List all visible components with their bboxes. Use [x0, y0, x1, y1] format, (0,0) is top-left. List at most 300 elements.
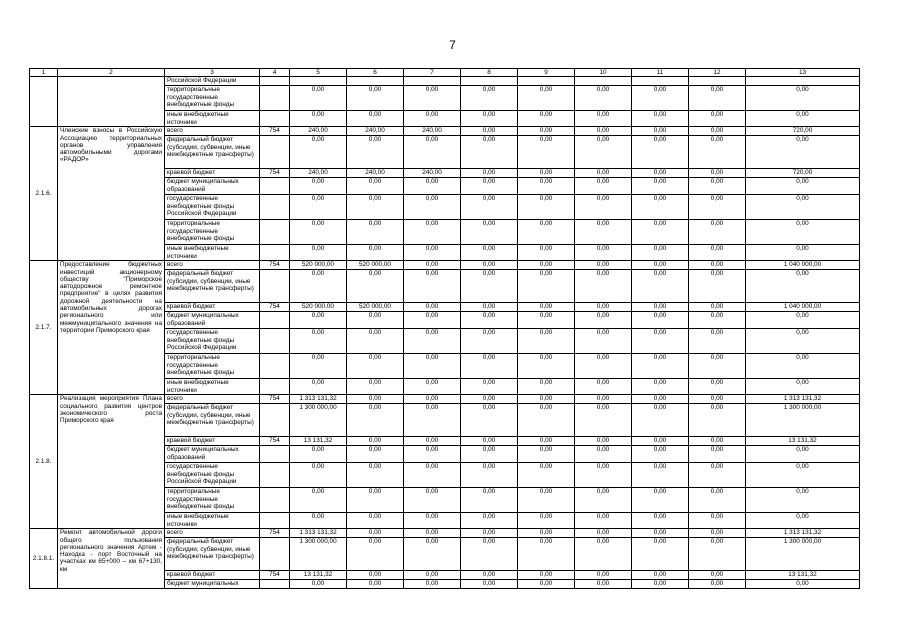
value-cell — [746, 77, 860, 86]
value-cell: 0,00 — [575, 127, 632, 136]
value-cell: 0,00 — [347, 463, 404, 488]
source-cell: федеральный бюджет (субсидии, субвенции, иные межбюджетные трансферты) — [165, 538, 260, 571]
value-cell: 0,00 — [575, 329, 632, 354]
value-cell: 0,00 — [689, 136, 746, 169]
value-cell: 0,00 — [689, 195, 746, 220]
value-cell: 0,00 — [518, 127, 575, 136]
value-cell: 0,00 — [632, 270, 689, 303]
code-cell: 754 — [260, 303, 290, 312]
value-cell: 0,00 — [632, 195, 689, 220]
value-cell: 0,00 — [746, 178, 860, 195]
value-cell: 0,00 — [746, 379, 860, 395]
code-cell — [260, 379, 290, 395]
value-cell: 0,00 — [404, 580, 461, 589]
value-cell: 0,00 — [518, 220, 575, 245]
value-cell: 0,00 — [518, 245, 575, 261]
source-cell: государственные внебюджетные фонды Российской Федерации — [165, 195, 260, 220]
value-cell: 0,00 — [746, 312, 860, 329]
source-cell: территориальные государственные внебюджетные фонды — [165, 488, 260, 513]
source-cell: федеральный бюджет (субсидии, субвенции, иные межбюджетные трансферты) — [165, 136, 260, 169]
value-cell: 0,00 — [746, 245, 860, 261]
section-description: Ремонт автомобильной дороги общего пользования регионального значения Артем - Находка - порт Восточный на участках км 65+000 – км 67+130, км — [58, 529, 165, 589]
value-cell: 0,00 — [461, 169, 518, 178]
value-cell: 0,00 — [575, 220, 632, 245]
value-cell: 1 313 131,32 — [290, 395, 347, 404]
source-cell: иные внебюджетные источники — [165, 379, 260, 395]
value-cell: 0,00 — [632, 437, 689, 446]
value-cell: 0,00 — [575, 404, 632, 437]
value-cell: 0,00 — [461, 446, 518, 463]
value-cell: 0,00 — [632, 136, 689, 169]
budget-table — [29, 68, 860, 589]
value-cell: 0,00 — [347, 220, 404, 245]
value-cell: 0,00 — [518, 571, 575, 580]
value-cell — [575, 77, 632, 86]
code-cell — [260, 220, 290, 245]
value-cell: 0,00 — [632, 404, 689, 437]
value-cell: 0,00 — [689, 245, 746, 261]
value-cell: 0,00 — [404, 86, 461, 111]
value-cell: 0,00 — [347, 86, 404, 111]
value-cell: 0,00 — [632, 220, 689, 245]
value-cell: 0,00 — [347, 488, 404, 513]
value-cell: 0,00 — [518, 437, 575, 446]
value-cell — [632, 77, 689, 86]
value-cell: 520 000,00 — [347, 261, 404, 270]
value-cell: 0,00 — [518, 538, 575, 571]
value-cell: 0,00 — [404, 261, 461, 270]
value-cell: 0,00 — [404, 354, 461, 379]
value-cell: 0,00 — [347, 379, 404, 395]
value-cell: 0,00 — [518, 195, 575, 220]
value-cell: 1 313 131,32 — [746, 395, 860, 404]
code-cell: 754 — [260, 529, 290, 538]
value-cell: 0,00 — [461, 379, 518, 395]
value-cell: 0,00 — [689, 127, 746, 136]
value-cell: 0,00 — [290, 136, 347, 169]
value-cell: 0,00 — [746, 270, 860, 303]
value-cell: 0,00 — [632, 463, 689, 488]
value-cell: 13 131,32 — [746, 437, 860, 446]
value-cell: 0,00 — [689, 303, 746, 312]
value-cell: 0,00 — [632, 303, 689, 312]
value-cell: 0,00 — [290, 446, 347, 463]
value-cell: 0,00 — [575, 437, 632, 446]
value-cell: 0,00 — [575, 463, 632, 488]
value-cell: 0,00 — [290, 86, 347, 111]
code-cell — [260, 354, 290, 379]
value-cell: 0,00 — [518, 529, 575, 538]
value-cell: 0,00 — [404, 303, 461, 312]
value-cell: 0,00 — [575, 529, 632, 538]
value-cell: 0,00 — [689, 529, 746, 538]
value-cell: 1 040 000,00 — [746, 303, 860, 312]
value-cell: 0,00 — [347, 580, 404, 589]
value-cell: 0,00 — [404, 270, 461, 303]
value-cell: 0,00 — [518, 354, 575, 379]
value-cell: 0,00 — [746, 195, 860, 220]
value-cell: 0,00 — [461, 127, 518, 136]
source-cell: бюджет муниципальных образований — [165, 446, 260, 463]
value-cell: 0,00 — [290, 195, 347, 220]
header-cell: 10 — [575, 69, 632, 77]
value-cell: 0,00 — [347, 446, 404, 463]
header-cell: 11 — [632, 69, 689, 77]
value-cell — [461, 77, 518, 86]
value-cell: 0,00 — [461, 354, 518, 379]
value-cell: 0,00 — [290, 111, 347, 127]
value-cell: 0,00 — [404, 312, 461, 329]
code-cell — [260, 245, 290, 261]
value-cell — [290, 77, 347, 86]
source-cell: иные внебюджетные источники — [165, 513, 260, 529]
source-cell: всего — [165, 529, 260, 538]
value-cell: 0,00 — [632, 395, 689, 404]
value-cell: 0,00 — [404, 529, 461, 538]
value-cell: 720,00 — [746, 127, 860, 136]
value-cell: 0,00 — [518, 513, 575, 529]
value-cell: 0,00 — [689, 437, 746, 446]
value-cell: 0,00 — [404, 404, 461, 437]
value-cell: 0,00 — [290, 379, 347, 395]
header-cell: 7 — [404, 69, 461, 77]
value-cell: 0,00 — [575, 312, 632, 329]
value-cell: 0,00 — [632, 538, 689, 571]
value-cell: 0,00 — [461, 529, 518, 538]
value-cell: 0,00 — [347, 404, 404, 437]
value-cell: 0,00 — [746, 354, 860, 379]
source-cell: Российской Федерации — [165, 77, 260, 86]
table-row — [30, 127, 860, 136]
value-cell: 0,00 — [461, 261, 518, 270]
value-cell: 0,00 — [575, 195, 632, 220]
section-desc-cell — [58, 77, 165, 127]
value-cell: 0,00 — [347, 354, 404, 379]
value-cell: 0,00 — [461, 136, 518, 169]
source-cell: бюджет муниципальных образований — [165, 312, 260, 329]
value-cell: 0,00 — [575, 86, 632, 111]
value-cell: 0,00 — [689, 220, 746, 245]
source-cell: краевой бюджет — [165, 437, 260, 446]
source-cell: иные внебюджетные источники — [165, 111, 260, 127]
value-cell: 0,00 — [290, 463, 347, 488]
value-cell: 0,00 — [518, 270, 575, 303]
value-cell: 0,00 — [518, 395, 575, 404]
source-cell: государственные внебюджетные фонды Российской Федерации — [165, 329, 260, 354]
value-cell: 0,00 — [689, 463, 746, 488]
value-cell: 0,00 — [404, 488, 461, 513]
value-cell: 0,00 — [518, 111, 575, 127]
value-cell: 0,00 — [689, 395, 746, 404]
value-cell: 0,00 — [575, 395, 632, 404]
value-cell: 1 300 000,00 — [290, 404, 347, 437]
value-cell: 0,00 — [347, 245, 404, 261]
value-cell: 0,00 — [575, 513, 632, 529]
value-cell — [347, 77, 404, 86]
value-cell: 0,00 — [461, 538, 518, 571]
value-cell: 0,00 — [404, 538, 461, 571]
source-cell: государственные внебюджетные фонды Российской Федерации — [165, 463, 260, 488]
value-cell: 0,00 — [689, 404, 746, 437]
value-cell: 0,00 — [746, 513, 860, 529]
source-cell: краевой бюджет — [165, 303, 260, 312]
value-cell: 0,00 — [689, 329, 746, 354]
value-cell: 0,00 — [518, 261, 575, 270]
source-cell: иные внебюджетные источники — [165, 245, 260, 261]
value-cell: 0,00 — [746, 463, 860, 488]
value-cell: 0,00 — [518, 303, 575, 312]
value-cell: 0,00 — [404, 136, 461, 169]
value-cell: 0,00 — [461, 303, 518, 312]
value-cell: 0,00 — [290, 220, 347, 245]
code-cell — [260, 580, 290, 589]
section-description: Членские взносы в Российскую Ассоциацию территориальных органов управления автомобильными дорогами «РАДОР» — [58, 127, 165, 261]
value-cell: 0,00 — [746, 488, 860, 513]
header-row — [30, 69, 860, 77]
value-cell: 0,00 — [290, 354, 347, 379]
value-cell: 0,00 — [689, 178, 746, 195]
value-cell: 0,00 — [746, 580, 860, 589]
code-cell — [260, 195, 290, 220]
source-cell: территориальные государственные внебюджетные фонды — [165, 220, 260, 245]
section-number: 2.1.8. — [30, 395, 58, 529]
value-cell: 240,00 — [290, 169, 347, 178]
code-cell — [260, 513, 290, 529]
source-cell: бюджет муниципальных — [165, 580, 260, 589]
value-cell: 0,00 — [461, 312, 518, 329]
value-cell: 13 131,32 — [290, 437, 347, 446]
source-cell: всего — [165, 395, 260, 404]
table-row — [30, 261, 860, 270]
value-cell: 0,00 — [518, 136, 575, 169]
value-cell: 0,00 — [689, 111, 746, 127]
code-cell — [260, 538, 290, 571]
source-cell: территориальные государственные внебюджетные фонды — [165, 86, 260, 111]
value-cell: 0,00 — [518, 446, 575, 463]
value-cell: 0,00 — [632, 178, 689, 195]
section-number: 2.1.6. — [30, 127, 58, 261]
value-cell: 13 131,32 — [290, 571, 347, 580]
source-cell: всего — [165, 261, 260, 270]
value-cell: 0,00 — [746, 220, 860, 245]
value-cell: 0,00 — [632, 354, 689, 379]
value-cell: 0,00 — [746, 86, 860, 111]
value-cell: 0,00 — [461, 513, 518, 529]
value-cell: 0,00 — [575, 111, 632, 127]
value-cell: 0,00 — [746, 111, 860, 127]
value-cell: 0,00 — [461, 86, 518, 111]
source-cell: всего — [165, 127, 260, 136]
page-number: 7 — [449, 38, 456, 52]
value-cell: 0,00 — [689, 446, 746, 463]
value-cell: 0,00 — [347, 195, 404, 220]
code-cell — [260, 446, 290, 463]
value-cell: 0,00 — [575, 379, 632, 395]
value-cell: 0,00 — [632, 379, 689, 395]
section-description: Реализация мероприятия Плана социального развития центров экономического роста Приморского края — [58, 395, 165, 529]
code-cell: 754 — [260, 127, 290, 136]
value-cell: 0,00 — [689, 488, 746, 513]
value-cell: 0,00 — [404, 379, 461, 395]
source-cell: бюджет муниципальных образований — [165, 178, 260, 195]
value-cell: 0,00 — [461, 245, 518, 261]
table-row — [30, 395, 860, 404]
value-cell: 0,00 — [689, 513, 746, 529]
code-cell: 754 — [260, 169, 290, 178]
value-cell: 240,00 — [404, 127, 461, 136]
value-cell: 0,00 — [575, 446, 632, 463]
header-cell: 3 — [165, 69, 260, 77]
code-cell — [260, 488, 290, 513]
value-cell: 0,00 — [575, 538, 632, 571]
value-cell: 240,00 — [404, 169, 461, 178]
value-cell: 0,00 — [461, 580, 518, 589]
source-cell: краевой бюджет — [165, 169, 260, 178]
value-cell: 0,00 — [689, 261, 746, 270]
value-cell: 0,00 — [632, 529, 689, 538]
value-cell: 0,00 — [290, 245, 347, 261]
value-cell: 0,00 — [404, 111, 461, 127]
value-cell: 0,00 — [518, 580, 575, 589]
table-body — [30, 69, 860, 589]
value-cell: 0,00 — [404, 195, 461, 220]
value-cell: 0,00 — [575, 354, 632, 379]
source-cell: краевой бюджет — [165, 571, 260, 580]
value-cell: 0,00 — [689, 538, 746, 571]
value-cell: 0,00 — [632, 329, 689, 354]
value-cell: 0,00 — [632, 488, 689, 513]
value-cell: 0,00 — [347, 395, 404, 404]
code-cell — [260, 463, 290, 488]
value-cell: 0,00 — [290, 580, 347, 589]
section-description: Предоставление бюджетных инвестиций акционерному обществу "Приморское автодорожное ремонтное предприятие" в целях развития дорожной деятельности на автомобильных дорогах регионального или межмуниципального значения на территории Приморского края — [58, 261, 165, 395]
code-cell: 754 — [260, 437, 290, 446]
value-cell: 0,00 — [518, 312, 575, 329]
value-cell: 0,00 — [518, 86, 575, 111]
code-cell — [260, 329, 290, 354]
value-cell: 0,00 — [461, 195, 518, 220]
code-cell — [260, 404, 290, 437]
value-cell: 0,00 — [632, 169, 689, 178]
value-cell: 0,00 — [632, 580, 689, 589]
header-cell: 13 — [746, 69, 860, 77]
value-cell: 0,00 — [290, 513, 347, 529]
value-cell: 0,00 — [461, 395, 518, 404]
value-cell: 0,00 — [632, 312, 689, 329]
value-cell: 1 040 000,00 — [746, 261, 860, 270]
code-cell: 754 — [260, 571, 290, 580]
section-number-cell — [30, 77, 58, 127]
value-cell: 0,00 — [461, 437, 518, 446]
code-cell: 754 — [260, 261, 290, 270]
code-cell — [260, 86, 290, 111]
value-cell: 0,00 — [632, 245, 689, 261]
value-cell: 0,00 — [632, 513, 689, 529]
value-cell: 0,00 — [404, 329, 461, 354]
value-cell: 0,00 — [404, 463, 461, 488]
header-cell: 6 — [347, 69, 404, 77]
value-cell: 0,00 — [404, 395, 461, 404]
header-cell: 4 — [260, 69, 290, 77]
value-cell: 720,00 — [746, 169, 860, 178]
value-cell: 0,00 — [347, 571, 404, 580]
value-cell: 0,00 — [290, 312, 347, 329]
value-cell: 0,00 — [575, 136, 632, 169]
value-cell: 0,00 — [632, 86, 689, 111]
value-cell: 0,00 — [347, 529, 404, 538]
value-cell: 0,00 — [632, 571, 689, 580]
value-cell: 0,00 — [689, 571, 746, 580]
value-cell: 0,00 — [518, 169, 575, 178]
value-cell — [404, 77, 461, 86]
value-cell: 0,00 — [290, 329, 347, 354]
section-number: 2.1.7. — [30, 261, 58, 395]
value-cell: 0,00 — [347, 513, 404, 529]
value-cell: 0,00 — [347, 178, 404, 195]
code-cell: 754 — [260, 395, 290, 404]
value-cell: 0,00 — [404, 178, 461, 195]
source-cell: федеральный бюджет (субсидии, субвенции, иные межбюджетные трансферты) — [165, 270, 260, 303]
code-cell — [260, 270, 290, 303]
header-cell: 9 — [518, 69, 575, 77]
value-cell: 0,00 — [575, 571, 632, 580]
value-cell: 0,00 — [347, 312, 404, 329]
value-cell: 0,00 — [689, 312, 746, 329]
value-cell: 520 000,00 — [290, 303, 347, 312]
value-cell: 0,00 — [404, 571, 461, 580]
value-cell: 0,00 — [290, 488, 347, 513]
value-cell: 240,00 — [347, 127, 404, 136]
value-cell: 0,00 — [404, 513, 461, 529]
value-cell: 520 000,00 — [347, 303, 404, 312]
value-cell: 1 313 131,32 — [290, 529, 347, 538]
value-cell: 1 313 131,32 — [746, 529, 860, 538]
value-cell: 0,00 — [518, 488, 575, 513]
value-cell: 0,00 — [575, 303, 632, 312]
code-cell — [260, 312, 290, 329]
code-cell — [260, 111, 290, 127]
value-cell: 240,00 — [347, 169, 404, 178]
value-cell: 0,00 — [632, 446, 689, 463]
table-row — [30, 529, 860, 538]
value-cell: 0,00 — [518, 463, 575, 488]
table-row — [30, 77, 860, 86]
value-cell: 1 300 000,00 — [746, 404, 860, 437]
header-cell: 2 — [58, 69, 165, 77]
value-cell — [689, 77, 746, 86]
value-cell: 240,00 — [290, 127, 347, 136]
value-cell: 520 000,00 — [290, 261, 347, 270]
value-cell — [518, 77, 575, 86]
value-cell: 0,00 — [632, 111, 689, 127]
value-cell: 0,00 — [689, 354, 746, 379]
header-cell: 1 — [30, 69, 58, 77]
value-cell: 0,00 — [746, 446, 860, 463]
value-cell: 0,00 — [404, 446, 461, 463]
value-cell: 0,00 — [632, 261, 689, 270]
header-cell: 5 — [290, 69, 347, 77]
value-cell: 13 131,32 — [746, 571, 860, 580]
value-cell: 0,00 — [347, 111, 404, 127]
value-cell: 0,00 — [461, 404, 518, 437]
value-cell: 0,00 — [575, 245, 632, 261]
value-cell: 0,00 — [461, 220, 518, 245]
value-cell: 0,00 — [290, 178, 347, 195]
value-cell: 0,00 — [347, 538, 404, 571]
value-cell: 0,00 — [632, 127, 689, 136]
value-cell: 0,00 — [689, 379, 746, 395]
source-cell: федеральный бюджет (субсидии, субвенции, иные межбюджетные трансферты) — [165, 404, 260, 437]
